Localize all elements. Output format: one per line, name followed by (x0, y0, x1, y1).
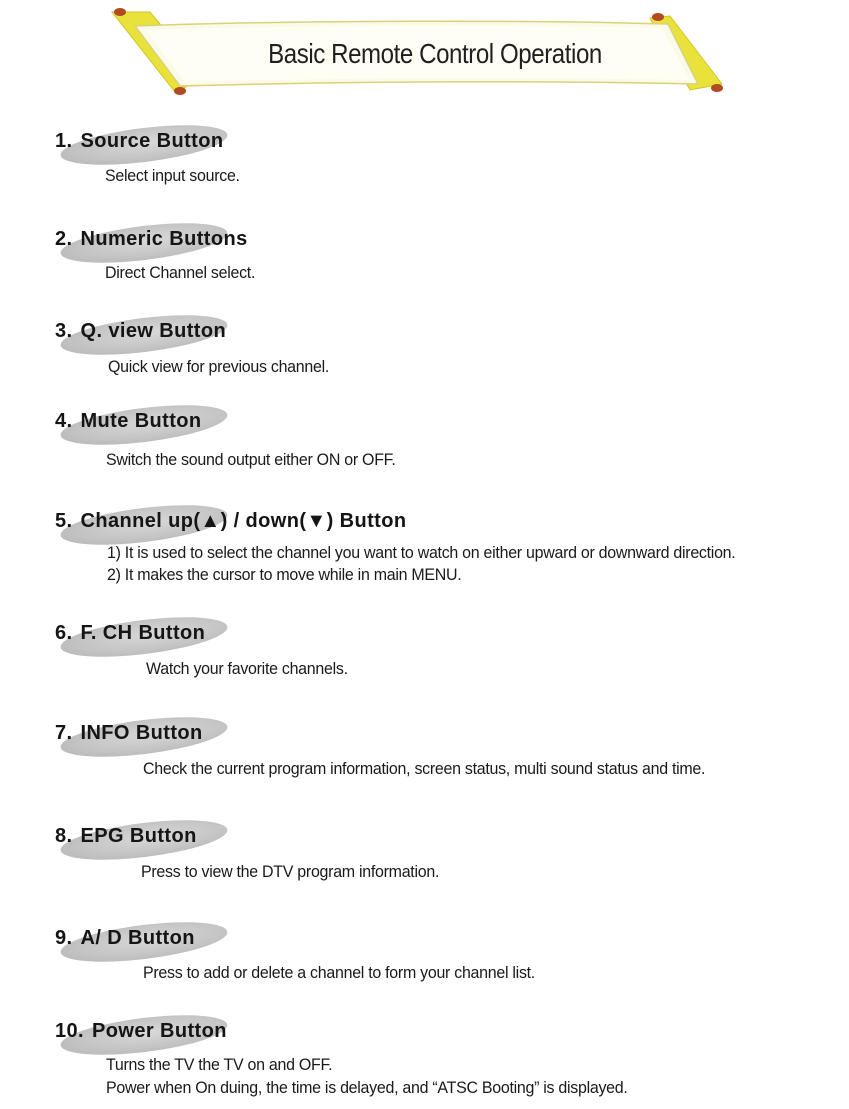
section-number: 7. (55, 722, 73, 744)
section-title (55, 228, 248, 251)
section-title (55, 825, 197, 848)
section-title-text: Power Button (92, 1020, 227, 1042)
section-number: 2. (55, 228, 73, 250)
section-description: Quick view for previous channel. (108, 357, 330, 376)
section-number: 6. (55, 622, 73, 644)
section-title (55, 320, 226, 343)
section-description-line-1: 1) It is used to select the channel you want to watch on either upward or downward direction. (107, 543, 736, 562)
section-number: 10. (55, 1020, 85, 1042)
section-description: Switch the sound output either ON or OFF. (106, 450, 396, 469)
section-title-text: Source Button (80, 130, 224, 152)
section-number: 3. (55, 320, 73, 342)
section-number: 8. (55, 825, 73, 847)
title-banner (0, 0, 849, 110)
section-description: Direct Channel select. (105, 263, 256, 282)
section-title-text: Channel up(▲) / down(▼) Button (80, 510, 407, 532)
section-description: Press to add or delete a channel to form your channel list. (143, 963, 535, 982)
section-title-text: Numeric Buttons (80, 228, 248, 250)
section-title-text: F. CH Button (80, 622, 206, 644)
section-description: Watch your favorite channels. (146, 659, 348, 678)
section-number: 4. (55, 410, 73, 432)
section-number: 9. (55, 927, 73, 949)
section-title (55, 410, 202, 433)
section-title (55, 927, 195, 950)
section-description-line-1: Turns the TV the TV on and OFF. (106, 1055, 333, 1074)
section-title (55, 510, 406, 533)
section-title-text: INFO Button (80, 722, 203, 744)
section-title-text: Mute Button (80, 410, 202, 432)
section-title (55, 130, 223, 153)
section-description: Check the current program information, screen status, multi sound status and time. (143, 759, 706, 778)
section-number: 5. (55, 510, 73, 532)
section-title (55, 622, 205, 645)
section-title (55, 722, 203, 745)
section-description-line-2: Power when On duing, the time is delayed, and “ATSC Booting” is displayed. (106, 1078, 628, 1097)
section-title-text: EPG Button (80, 825, 197, 847)
section-title-text: Q. view Button (80, 320, 227, 342)
section-description: Press to view the DTV program information. (141, 862, 440, 881)
section-description-line-2: 2) It makes the cursor to move while in main MENU. (107, 565, 462, 584)
section-description: Select input source. (105, 166, 240, 185)
section-number: 1. (55, 130, 73, 152)
section-title-text: A/ D Button (80, 927, 195, 949)
section-title (55, 1020, 227, 1043)
page-title: Basic Remote Control Operation (268, 38, 602, 69)
